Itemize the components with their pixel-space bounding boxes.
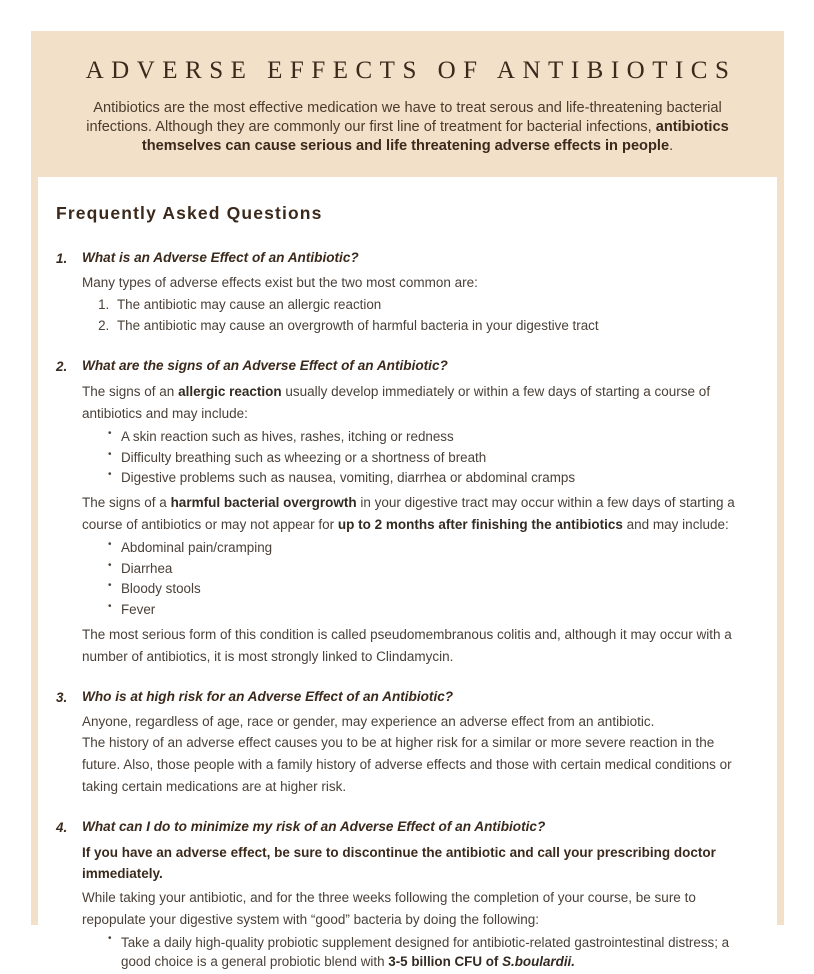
faq-answer-2-overgrowth-paragraph <box>82 492 749 536</box>
list-item: • Difficulty breathing such as wheezing or a shortness of breath <box>108 448 749 469</box>
list-item: • Abdominal pain/cramping <box>108 538 749 559</box>
page-title: ADVERSE EFFECTS OF ANTIBIOTICS <box>85 57 737 84</box>
faq-item-2 <box>56 358 749 670</box>
overgrowth-emphasis: harmful bacterial overgrowth <box>170 495 357 511</box>
allergic-text-pre: The signs of an <box>82 384 179 400</box>
cfu-emphasis: 3-5 billion CFU of <box>388 953 503 969</box>
two-months-emphasis: up to 2 months after finishing the antibiotics <box>337 516 623 532</box>
faq-answer-1-list <box>82 295 749 337</box>
list-item <box>108 933 749 971</box>
faq-item-1 <box>56 250 749 339</box>
faq-number-4: 4. <box>56 819 68 835</box>
probiotic-text-pre: Take a daily high-quality probiotic supplement designed for antibiotic-related gastrointestinal distress; a good choice is a general probiotic blend with <box>121 934 730 969</box>
document-page <box>31 31 784 969</box>
faq-answer-3-paragraph-2: The history of an adverse effect causes you to be at higher risk for a similar or more severe reaction in the future. Also, those people with a family history of adverse effects and those with certain medical conditions or taking certain medications are at higher risk. <box>82 735 732 794</box>
list-item: • Diarrhea <box>108 559 749 580</box>
list-item: • A skin reaction such as hives, rashes, itching or redness <box>108 427 749 448</box>
list-item: 1. The antibiotic may cause an allergic reaction <box>113 295 749 316</box>
faq-number-3: 3. <box>56 689 68 705</box>
faq-answer-2-allergic-list <box>82 427 749 489</box>
faq-answer-4-paragraph: While taking your antibiotic, and for the three weeks following the completion of your course, be sure to repopulate your digestive system with “good” bacteria by doing the following: <box>82 889 696 927</box>
document-header-band <box>31 31 784 177</box>
faq-item-3 <box>56 689 749 800</box>
list-item: 2. The antibiotic may cause an overgrowth of harmful bacteria in your digestive tract <box>113 316 749 337</box>
lede-line-1: Antibiotics are the most effective medication we have to treat serous and life-threatening bacterial <box>93 99 722 116</box>
list-item: • Fever <box>108 600 749 621</box>
list-item: • Digestive problems such as nausea, vomiting, diarrhea or abdominal cramps <box>108 468 749 489</box>
overgrowth-text-mid: in your digestive tract may occur within a few days of starting a course of antibiotics or may not appear for <box>82 495 735 532</box>
allergic-reaction-emphasis: allergic reaction <box>178 384 282 400</box>
faq-answer-3-paragraph-1: Anyone, regardless of age, race or gender, may experience an adverse effect from an antibiotic. <box>82 713 655 729</box>
faq-question-4: What can I do to minimize my risk of an Adverse Effect of an Antibiotic? <box>82 818 546 834</box>
lede-period: . <box>669 138 674 155</box>
document-body <box>38 177 777 974</box>
faq-question-2: What are the signs of an Adverse Effect of an Antibiotic? <box>82 358 448 374</box>
lede-emphasis: antibiotics themselves can cause serious and life threatening adverse effects in people <box>141 118 729 155</box>
overgrowth-text-pre: The signs of a <box>82 495 171 511</box>
faq-answer-1-intro: Many types of adverse effects exist but the two most common are: <box>82 274 478 290</box>
faq-item-4 <box>56 819 749 974</box>
faq-answer-4-list <box>82 933 749 971</box>
faq-number-1: 1. <box>56 250 68 266</box>
faq-section-heading: Frequently Asked Questions <box>56 202 323 223</box>
faq-number-2: 2. <box>56 359 68 375</box>
faq-answer-2-overgrowth-list <box>82 538 749 621</box>
allergic-text-post: usually develop immediately or within a few days of starting a course of antibiotics and may include: <box>82 384 711 421</box>
header-lede <box>69 99 746 157</box>
overgrowth-text-post: and may include: <box>622 516 729 532</box>
faq-question-3: Who is at high risk for an Adverse Effect of an Antibiotic? <box>82 688 454 704</box>
faq-answer-4-warning: If you have an adverse effect, be sure to discontinue the antibiotic and call your prescribing doctor immediately. <box>82 844 716 882</box>
lede-line-2: infections. Although they are commonly our first line of treatment for bacterial infections, <box>86 118 652 135</box>
faq-question-1: What is an Adverse Effect of an Antibiotic? <box>82 249 359 265</box>
faq-answer-2-closing: The most serious form of this condition is called pseudomembranous colitis and, although it may occur with a number of antibiotics, it is most strongly linked to Clindamycin. <box>82 626 732 664</box>
faq-answer-2-allergic-paragraph <box>82 381 749 425</box>
species-name: S.boulardii. <box>502 953 575 969</box>
list-item: • Bloody stools <box>108 579 749 600</box>
